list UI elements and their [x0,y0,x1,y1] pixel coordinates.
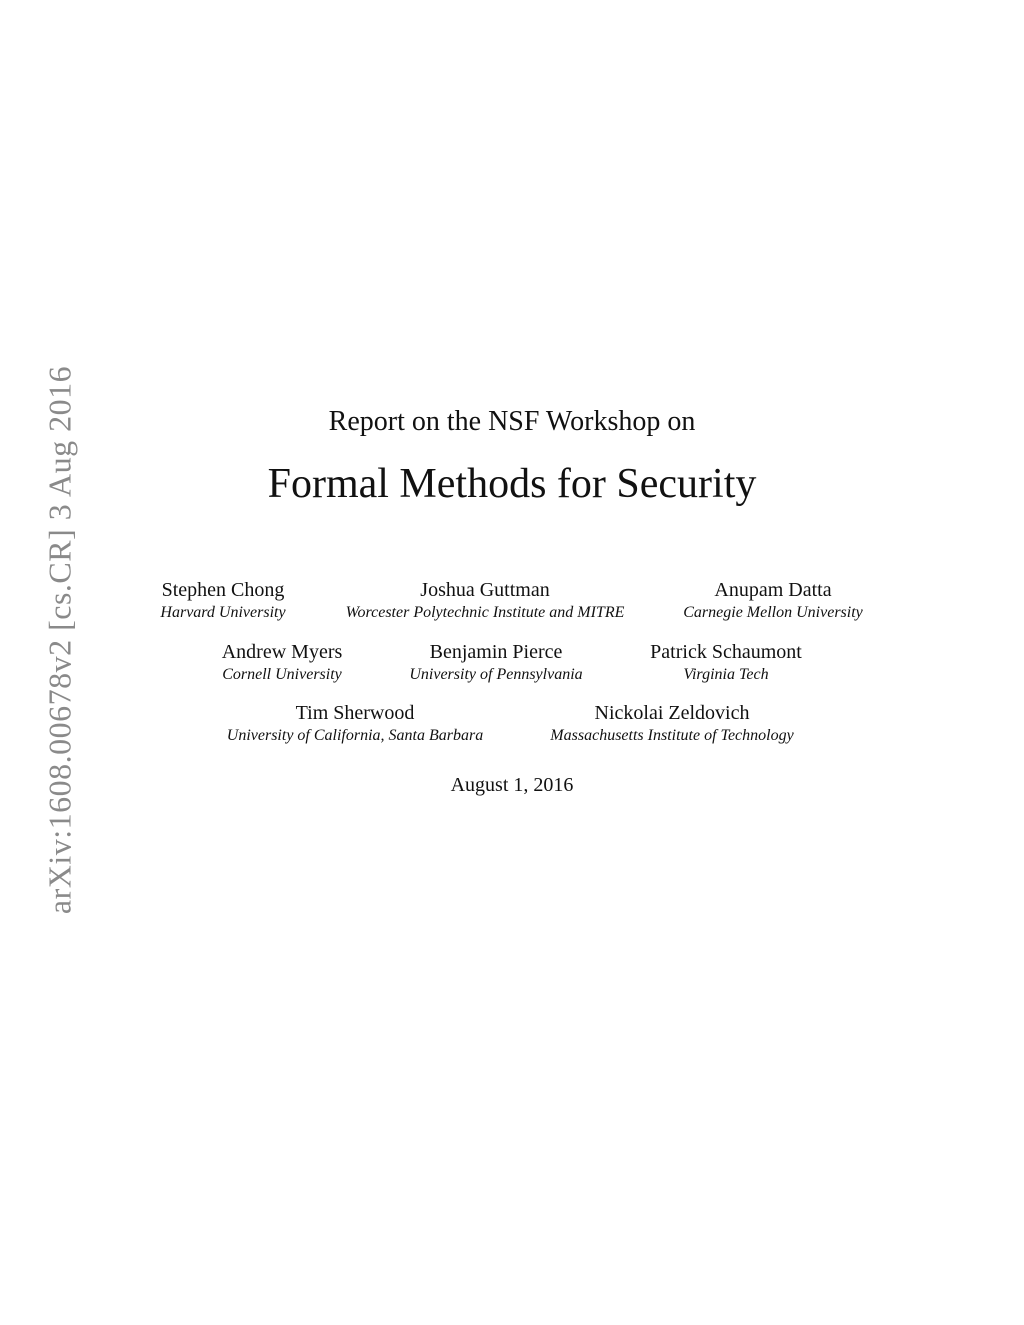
author-affiliation: University of California, Santa Barbara [226,727,484,744]
report-subtitle: Report on the NSF Workshop on [328,406,696,437]
author-block [227,701,483,747]
author-affiliation: Harvard University [160,604,286,621]
author-affiliation: Massachusetts Institute of Technology [550,727,794,744]
report-title: Formal Methods for Security [267,461,757,507]
author-affiliation: Virginia Tech [683,666,769,683]
author-block [160,578,285,624]
arxiv-identifier: arXiv:1608.00678v2 [cs.CR] 3 Aug 2016 [41,365,78,915]
author-block [683,578,863,624]
author-block [346,578,625,624]
author-affiliation: University of Pennsylvania [409,666,583,683]
author-name: Benjamin Pierce [429,641,563,663]
author-affiliation: Cornell University [222,666,342,683]
author-row-2 [0,640,1024,700]
author-block [222,640,343,686]
author-block [550,701,793,747]
author-row-3 [0,701,1024,761]
author-block [409,640,582,686]
author-name: Stephen Chong [161,579,285,601]
author-name: Andrew Myers [221,641,343,663]
author-affiliation: Carnegie Mellon University [683,604,863,621]
author-block [650,640,802,686]
report-date: August 1, 2016 [450,774,574,796]
author-affiliation: Worcester Polytechnic Institute and MITRE [345,604,625,621]
author-name: Patrick Schaumont [650,641,802,663]
author-row-1 [0,578,1024,638]
author-name: Anupam Datta [714,579,832,601]
author-name: Joshua Guttman [420,579,550,601]
author-name: Nickolai Zeldovich [594,702,750,724]
author-name: Tim Sherwood [295,702,415,724]
